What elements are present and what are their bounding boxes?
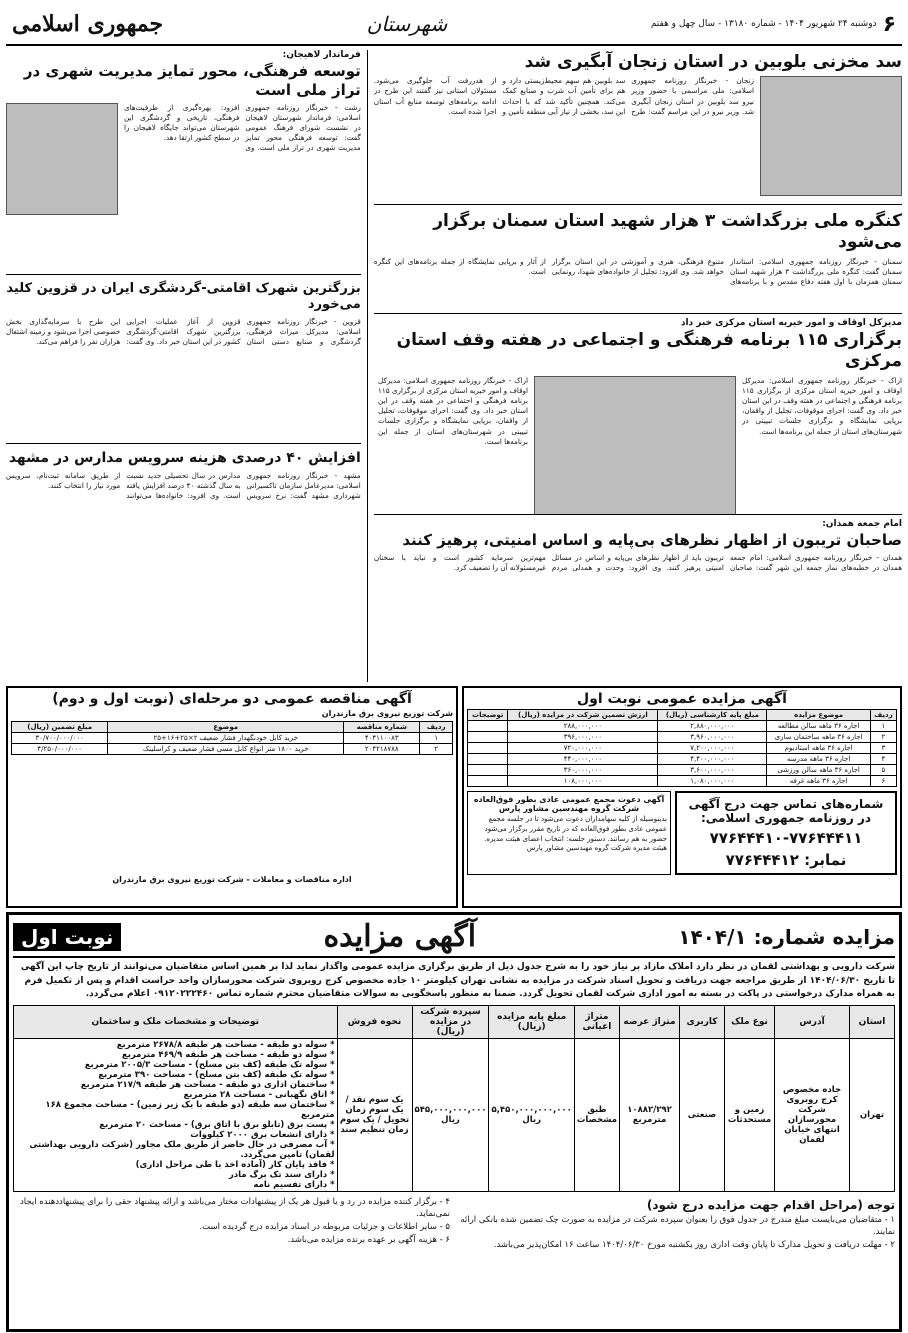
spec-item: * آب مصرفی در حال حاضر از طریق ملک مجاور (شرکت دارویی بهداشتی لقمان) تامین می‌گردد. xyxy=(29,1139,335,1160)
cell-land-area: ۱۰۸۸۲/۲۹۲ مترمربع xyxy=(620,1038,680,1191)
table-cell: ۴۰۴۱۱۰۰۸۳ xyxy=(344,733,420,744)
table-cell: ۲ xyxy=(420,744,453,755)
spec-item: * سوله تک طبقه (کف بتن مسلح) - مساحت ۲۰۰۵/۳ مترمربع xyxy=(84,1059,335,1070)
table-cell: ۲ xyxy=(870,732,896,743)
article-body: اراک - خبرنگار روزنامه جمهوری اسلامی: مدیرکل اوقاف و امور خیریه استان مرکزی از برگزاری ۱۱۵ برنامه فرهنگی و اجتماعی در هفته وقف در این استان خبر داد. وی گفت: اجرای موقوفات، تجلیل از واقفان، برپایی نمایشگاه و برگزاری جلسات تبیینی در شهرستان‌های استان از جمله این برنامه‌ها است. xyxy=(742,375,902,436)
ad-footer: اداره مناقصات و معاملات - شرکت توزیع نیروی برق مازندران xyxy=(112,875,352,884)
phone-numbers: ۷۷۶۴۴۴۱۰-۷۷۶۴۴۴۱۱ xyxy=(709,829,863,847)
table-header-cell: ارزش تضمین شرکت در مزایده (ریال) xyxy=(508,710,658,721)
article-qazvin xyxy=(6,279,361,444)
table-header-cell: موضوع xyxy=(108,722,344,733)
article-hamedan xyxy=(374,519,902,695)
ad-luqman-auction xyxy=(6,912,902,1332)
table-cell: ۶ xyxy=(870,776,896,787)
ads-row xyxy=(6,686,902,908)
spec-item: * دارای انشعاب برق ۲۰۰۰ کیلووات xyxy=(190,1129,335,1140)
cell-building-area: طبق مشخصات xyxy=(574,1038,619,1191)
table-cell: ۳,۶۰۰,۰۰۰,۰۰۰ xyxy=(658,765,767,776)
auction-notes xyxy=(13,1196,895,1252)
date-line: دوشنبه ۲۴ شهریور ۱۴۰۴ - شماره ۱۳۱۸۰ - سال چهل و هفتم xyxy=(650,19,877,29)
ad-table xyxy=(11,721,453,755)
table-header-cell: کاربری xyxy=(680,1005,725,1038)
ad-table xyxy=(467,709,897,787)
table-cell: اجاره ۳۶ ماهه سالن ورزشی xyxy=(767,765,870,776)
table-cell: اجاره ۳۶ ماهه استادیوم xyxy=(767,743,870,754)
cell-type: زمین و مستحدثات xyxy=(725,1038,775,1191)
note-4: ۴ - برگزار کننده مزایده در رد و یا قبول هر یک از پیشنهادات مختار می‌باشد و ارائه پیشنهاد حقی را برای پیشنهاددهنده ایجاد نمی‌نماید. xyxy=(20,1196,450,1220)
ad-company: شرکت توزیع نیروی برق مازندران xyxy=(321,709,453,718)
table-header-cell: سپرده شرکت در مزایده (ریال) xyxy=(412,1005,489,1038)
table-cell xyxy=(468,754,508,765)
section-title: شهرستان xyxy=(366,12,448,36)
article-body: سمنان - خبرنگار روزنامه جمهوری اسلامی: استاندار سمنان گفت: کنگره ملی بزرگداشت ۳ هزار شهید استان سمنان همزمان با اول هفته دفاع مقدس و با برنامه‌های متنوع فرهنگی، هنری و آموزشی در این استان برگزار خواهد شد. وی افزود: تجلیل از خانواده‌های شهدا، رونمایی از آثار و برپایی نمایشگاه از جمله برنامه‌های این کنگره است. xyxy=(373,256,902,286)
table-cell: ۲,۸۸۰,۰۰۰,۰۰۰ xyxy=(658,721,767,732)
page-number: ۶ xyxy=(882,11,896,37)
spec-item: * دارای تفسیم نامه xyxy=(253,1179,335,1190)
article-photo xyxy=(760,76,902,196)
article-body: مشهد - خبرنگار روزنامه جمهوری اسلامی: مدیرعامل سازمان تاکسیرانی شهرداری مشهد گفت: نرخ سرویس مدارس در سال تحصیلی جدید نسبت به سال گذشته ۴۰ درصد افزایش یافته است. وی افزود: خانواده‌ها می‌توانند از طریق سامانه ثبت‌نام، سرویس مورد نیاز را انتخاب کنند. xyxy=(6,470,361,500)
table-header-cell: آدرس xyxy=(775,1005,850,1038)
table-row xyxy=(468,765,897,776)
table-row xyxy=(12,733,453,744)
notes-title: توجه (مراحل اقدام جهت مزایده درج شود) xyxy=(646,1197,895,1212)
article-body: رشت - خبرنگار روزنامه جمهوری اسلامی: فرماندار شهرستان لاهیجان در نشست شورای فرهنگ عمومی گفت: توسعه فرهنگی محور تمایز مدیریت شهری در تراز ملی است. وی افزود: بهره‌گیری از ظرفیت‌های فرهنگی، تاریخی و گردشگری این شهرستان می‌تواند جایگاه لاهیجان را در سطح کشور ارتقا دهد. xyxy=(124,102,361,153)
article-photo xyxy=(6,103,118,215)
phone-title: شماره‌های تماس جهت درج آگهی در روزنامه جمهوری اسلامی: xyxy=(688,797,884,825)
ad-title: آگهی مزایده عمومی نوبت اول xyxy=(577,691,787,707)
spec-item: * ساختمان اداری دو طبقه - مساحت هر طبقه ۲۱۷/۹ مترمربع xyxy=(80,1079,335,1090)
spec-item: * اتاق نگهبانی - مساحت ۲۸ مترمربع xyxy=(183,1089,335,1100)
table-cell: ۱,۰۸۰,۰۰۰,۰۰۰ xyxy=(658,776,767,787)
auction-turn: نوبت اول xyxy=(13,923,121,951)
table-row xyxy=(468,754,897,765)
spec-item: * پست برق (تابلو برق با اتاق برق) - مساحت ۲۰ مترمربع xyxy=(99,1119,335,1130)
table-cell: ۳۹۶,۰۰۰,۰۰۰ xyxy=(508,732,658,743)
article-mashhad xyxy=(6,448,361,652)
table-header-cell: توضیحات xyxy=(468,710,508,721)
spec-item: * فاقد پایان کار (آماده اخذ با طی مراحل اداری) xyxy=(135,1159,335,1170)
table-cell xyxy=(468,743,508,754)
table-header-cell: نوع ملک xyxy=(725,1005,775,1038)
main-column xyxy=(374,50,902,682)
table-cell: ۱ xyxy=(420,733,453,744)
table-cell: ۴ xyxy=(870,754,896,765)
auction-table xyxy=(13,1005,895,1192)
table-cell: ۳ xyxy=(870,743,896,754)
article-semnan xyxy=(374,209,902,314)
cell-province: تهران xyxy=(850,1038,895,1191)
note-2: ۲ - مهلت دریافت و تحویل مدارک تا پایان وقت اداری روز یکشنبه مورخ ۱۴۰۴/۰۶/۳۰ ساعت ۱۶ امکان‌پذیر می‌باشد. xyxy=(493,1240,895,1250)
cell-deposit: ۵۴۵,۰۰۰,۰۰۰,۰۰۰ ریال xyxy=(412,1038,489,1191)
article-title: افزایش ۴۰ درصدی هزینه سرویس مدارس در مشهد xyxy=(8,450,361,466)
table-header-cell: مبلغ تضمین (ریال) xyxy=(12,722,108,733)
table-cell xyxy=(468,732,508,743)
notes-right xyxy=(458,1196,895,1252)
article-kicker: امام جمعه همدان: xyxy=(822,519,902,529)
table-cell: خرید کابل خودنگهدار فشار ضعیف ۲×۲۵+۱۶+۲۵ xyxy=(108,733,344,744)
article-body-cont: اراک - خبرنگار روزنامه جمهوری اسلامی: مدیرکل اوقاف و امور خیریه استان مرکزی از برگزاری ۱۱۵ برنامه فرهنگی و اجتماعی در هفته وقف در این استان خبر داد. وی گفت: اجرای موقوفات، تجلیل از واقفان، برپایی نمایشگاه و برگزاری جلسات تبیینی در شهرستان‌های استان از جمله این برنامه‌ها است. xyxy=(378,375,528,446)
table-header-cell: متراژ اعیانی xyxy=(574,1005,619,1038)
phone-fax: نمابر: ۷۷۶۴۴۴۱۲ xyxy=(725,851,847,869)
table-cell: ۳۶۰,۰۰۰,۰۰۰ xyxy=(508,765,658,776)
article-lahijan xyxy=(6,50,361,275)
page-header xyxy=(6,4,902,46)
table-header-cell: شماره مناقصه xyxy=(344,722,420,733)
table-cell: اجاره ۳۶ ماهه ساختمان ساری xyxy=(767,732,870,743)
table-row xyxy=(468,732,897,743)
notes-left xyxy=(13,1196,450,1252)
table-row xyxy=(468,721,897,732)
article-body: زنجان - خبرنگار روزنامه جمهوری اسلامی: ملی مراسمی با حضور وزیر نیرو سد بلوبین در استان زنجان آبگیری شد. وزیر نیرو در این مراسم گفت: طرح سد بلوبین هم سهم محیط‌زیستی دارد و هم برای تأمین آب شرب و صنایع کمک می‌کند. همچنین تأکید شد که با احداث این سد، بخشی از نیاز آبی منطقه تأمین و از هدررفت آب جلوگیری می‌شود. مسئولان استانی نیز گفتند این طرح در ادامه برنامه‌های توسعه منابع آب استان اجرا شده است. xyxy=(373,76,754,116)
table-cell: ۷۲۰,۰۰۰,۰۰۰ xyxy=(508,743,658,754)
table-cell: ۴,۴۰۰,۰۰۰,۰۰۰ xyxy=(658,754,767,765)
table-header-cell: ردیف xyxy=(870,710,896,721)
spec-item: * سوله دو طبقه - مساحت هر طبقه ۲۶۷۸/۸ مترمربع xyxy=(116,1039,335,1050)
table-header-cell: ردیف xyxy=(420,722,453,733)
article-title: صاحبان تریبون از اظهار نظرهای بی‌پایه و اساس امنیتی، پرهیز کنند xyxy=(402,531,902,549)
article-title: توسعه فرهنگی، محور تمایز مدیریت شهری در تراز ملی است xyxy=(23,62,361,99)
article-photo xyxy=(534,376,736,516)
cell-base-price: ۵,۴۵۰,۰۰۰,۰۰۰,۰۰۰ ریال xyxy=(489,1038,574,1191)
table-header-cell: مبلغ پایه مزایده (ریال) xyxy=(489,1005,574,1038)
auction-number: مزایده شماره: ۱۴۰۴/۱ xyxy=(678,924,895,949)
spec-item: * ساختمان سه طبقه (دو طبقه با یک زیر زمین) - مساحت مجموع ۱۶۸ مترمربع xyxy=(45,1099,335,1120)
table-cell: ۵ xyxy=(870,765,896,776)
auction-title: آگهی مزایده xyxy=(323,919,477,954)
table-cell xyxy=(468,721,508,732)
table-cell xyxy=(468,765,508,776)
note-6: ۶ - هزینه آگهی بر عهده برنده مزایده می‌باشد. xyxy=(287,1234,450,1245)
ad-mazandaran xyxy=(6,686,458,908)
assembly-title: آگهی دعوت مجمع عمومی عادی بطور فوق‌العاده شرکت گروه مهندسین مشاور پارس xyxy=(473,795,665,813)
table-header-cell: متراژ عرصه xyxy=(620,1005,680,1038)
table-cell: اجاره ۳۶ ماهه سالن مطالعه xyxy=(767,721,870,732)
table-cell: ۱۰۸,۰۰۰,۰۰۰ xyxy=(508,776,658,787)
cell-usage: صنعتی xyxy=(680,1038,725,1191)
article-kicker: فرماندار لاهیجان: xyxy=(282,50,361,60)
table-cell: ۳۰/۷۰۰/۰۰۰/۰۰۰ xyxy=(12,733,108,744)
article-awqaf xyxy=(374,318,902,515)
table-header-cell: نحوه فروش xyxy=(337,1005,412,1038)
article-kicker: مدیرکل اوقاف و امور خیریه استان مرکزی خبر داد xyxy=(680,318,902,328)
table-cell xyxy=(468,776,508,787)
table-row xyxy=(12,744,453,755)
cell-sale-method: یک سوم نقد / یک سوم زمان تحویل / یک سوم زمان تنظیم سند xyxy=(337,1038,412,1191)
article-zanjan xyxy=(374,50,902,205)
table-header-cell: توضیحات و مشخصات ملک و ساختمان xyxy=(14,1005,338,1038)
table-cell: ۱ xyxy=(870,721,896,732)
article-title: برگزاری ۱۱۵ برنامه فرهنگی و اجتماعی در هفته وقف استان مرکزی xyxy=(396,330,902,372)
ad-auction-first xyxy=(462,686,902,908)
table-cell: ۴۴۰,۰۰۰,۰۰۰ xyxy=(508,754,658,765)
article-title: کنگره ملی بزرگداشت ۳ هزار شهید استان سمنان برگزار می‌شود xyxy=(433,211,902,253)
table-row xyxy=(468,743,897,754)
table-cell: اجاره ۳۶ ماهه مدرسه xyxy=(767,754,870,765)
spec-item: * سوله دو طبقه - مساحت هر طبقه ۴۶۹/۹ مترمربع xyxy=(121,1049,335,1060)
assembly-body: بدینوسیله از کلیه سهامداران دعوت می‌شود تا در جلسه مجمع عمومی عادی بطور فوق‌العاده که در تاریخ مقرر برگزار می‌شود حضور به هم رسانند. دستور جلسه: انتخاب اعضای هیئت مدیره. هیئت مدیره شرکت گروه مهندسین مشاور پارس xyxy=(484,815,667,853)
table-cell: ۴/۲۵۰/۰۰۰/۰۰۰ xyxy=(12,744,108,755)
ad-title: آگهی مناقصه عمومی دو مرحله‌ای (نوبت اول و دوم) xyxy=(52,691,412,707)
table-cell: ۲۸۸,۰۰۰,۰۰۰ xyxy=(508,721,658,732)
table-cell: ۷,۲۰۰,۰۰۰,۰۰۰ xyxy=(658,743,767,754)
table-header-cell: استان xyxy=(850,1005,895,1038)
table-row xyxy=(468,776,897,787)
table-cell: ۳,۹۶۰,۰۰۰,۰۰۰ xyxy=(658,732,767,743)
article-title: بزرگترین شهرک اقامتی-گردشگری ایران در قزوین کلید می‌خورد xyxy=(6,281,361,313)
article-body: قزوین - خبرنگار روزنامه جمهوری اسلامی: مدیرکل میراث فرهنگی، گردشگری و صنایع دستی استان قزوین از آغاز عملیات اجرایی بزرگترین شهرک اقامتی-گردشگری کشور در این استان خبر داد. وی گفت: این طرح با سرمایه‌گذاری بخش خصوصی اجرا می‌شود و زمینه اشتغال هزاران نفر را فراهم می‌کند. xyxy=(6,316,361,346)
table-header-cell: موضوع مزایده xyxy=(767,710,870,721)
note-5: ۵ - سایر اطلاعات و جزئیات مربوطه در اسناد مزایده درج گردیده است. xyxy=(199,1222,450,1232)
ad-assembly xyxy=(467,791,671,875)
table-cell: خرید ۱۸۰۰ متر انواع کابل مسی فشار ضعیف و کراسلینک xyxy=(108,744,344,755)
spec-item: * دارای سند تک برگ مادر xyxy=(228,1169,335,1180)
cell-address: جاده مخصوص کرج روبروی شرکت محورسازان انتهای خیابان لقمان xyxy=(775,1038,850,1191)
cell-specs xyxy=(14,1038,338,1191)
paper-name: جمهوری اسلامی xyxy=(12,11,164,37)
spec-item: * سوله تک طبقه (کف بتن مسلح) - مساحت ۳۹۰ مترمربع xyxy=(98,1069,335,1080)
auction-intro: شرکت دارویی و بهداشتی لقمان در نظر دارد املاک مازاد بر نیاز خود را به شرح جدول ذیل از طریق برگزاری مزایده عمومی واگذار نماید لذا بر همین اساس متقاضیان می‌توانند از تاریخ چاپ این آگهی تا تاریخ ۱۴۰۴/۰۶/۳۰ از طریق مراجعه جهت دریافت و تحویل اسناد شرکت در مزایده به نشانی تهران کیلومتر ۱۰ جاده مخصوص کرج روبروی شرکت محورسازان واحد حراست اقدام و پس از تکمیل فرم به همراه مدارک درخواستی در پاکت در بسته به امور اداری شرکت لقمان تحویل گردد. ضمنا به منظور پاسخگویی به سوالات متقاضیان محترم شماره تماس ۰۹۱۲۰۲۲۲۴۶۰ اعلام می‌گردد. xyxy=(20,962,895,999)
side-column xyxy=(6,50,368,682)
table-cell: ۲۰۴۲۱۸۷۸۸ xyxy=(344,744,420,755)
table-header-cell: مبلغ پایه کارشناسی (ریال) xyxy=(658,710,767,721)
table-cell: اجاره ۳۶ ماهه غرفه xyxy=(767,776,870,787)
specs-list xyxy=(16,1040,335,1190)
note-1: ۱ - متقاضیان می‌بایست مبلغ مندرج در جدول فوق را بعنوان سپرده شرکت در مزایده به صورت چک تضمین شده بانکی ارائه نمایند. xyxy=(460,1214,895,1238)
article-title: سد مخزنی بلوبین در استان زنجان آبگیری شد xyxy=(524,52,902,72)
article-body: همدان - خبرنگار روزنامه جمهوری اسلامی: امام جمعه همدان در خطبه‌های نماز جمعه این شهر گفت: صاحبان تریبون باید از اظهار نظرهای بی‌پایه و اساس در مسائل امنیتی پرهیز کنند. وی افزود: وحدت و همدلی مردم مهم‌ترین سرمایه کشور است و نباید با سخنان غیرمسئولانه آن را تضعیف کرد. xyxy=(373,552,902,572)
ad-phone-box xyxy=(675,791,897,875)
